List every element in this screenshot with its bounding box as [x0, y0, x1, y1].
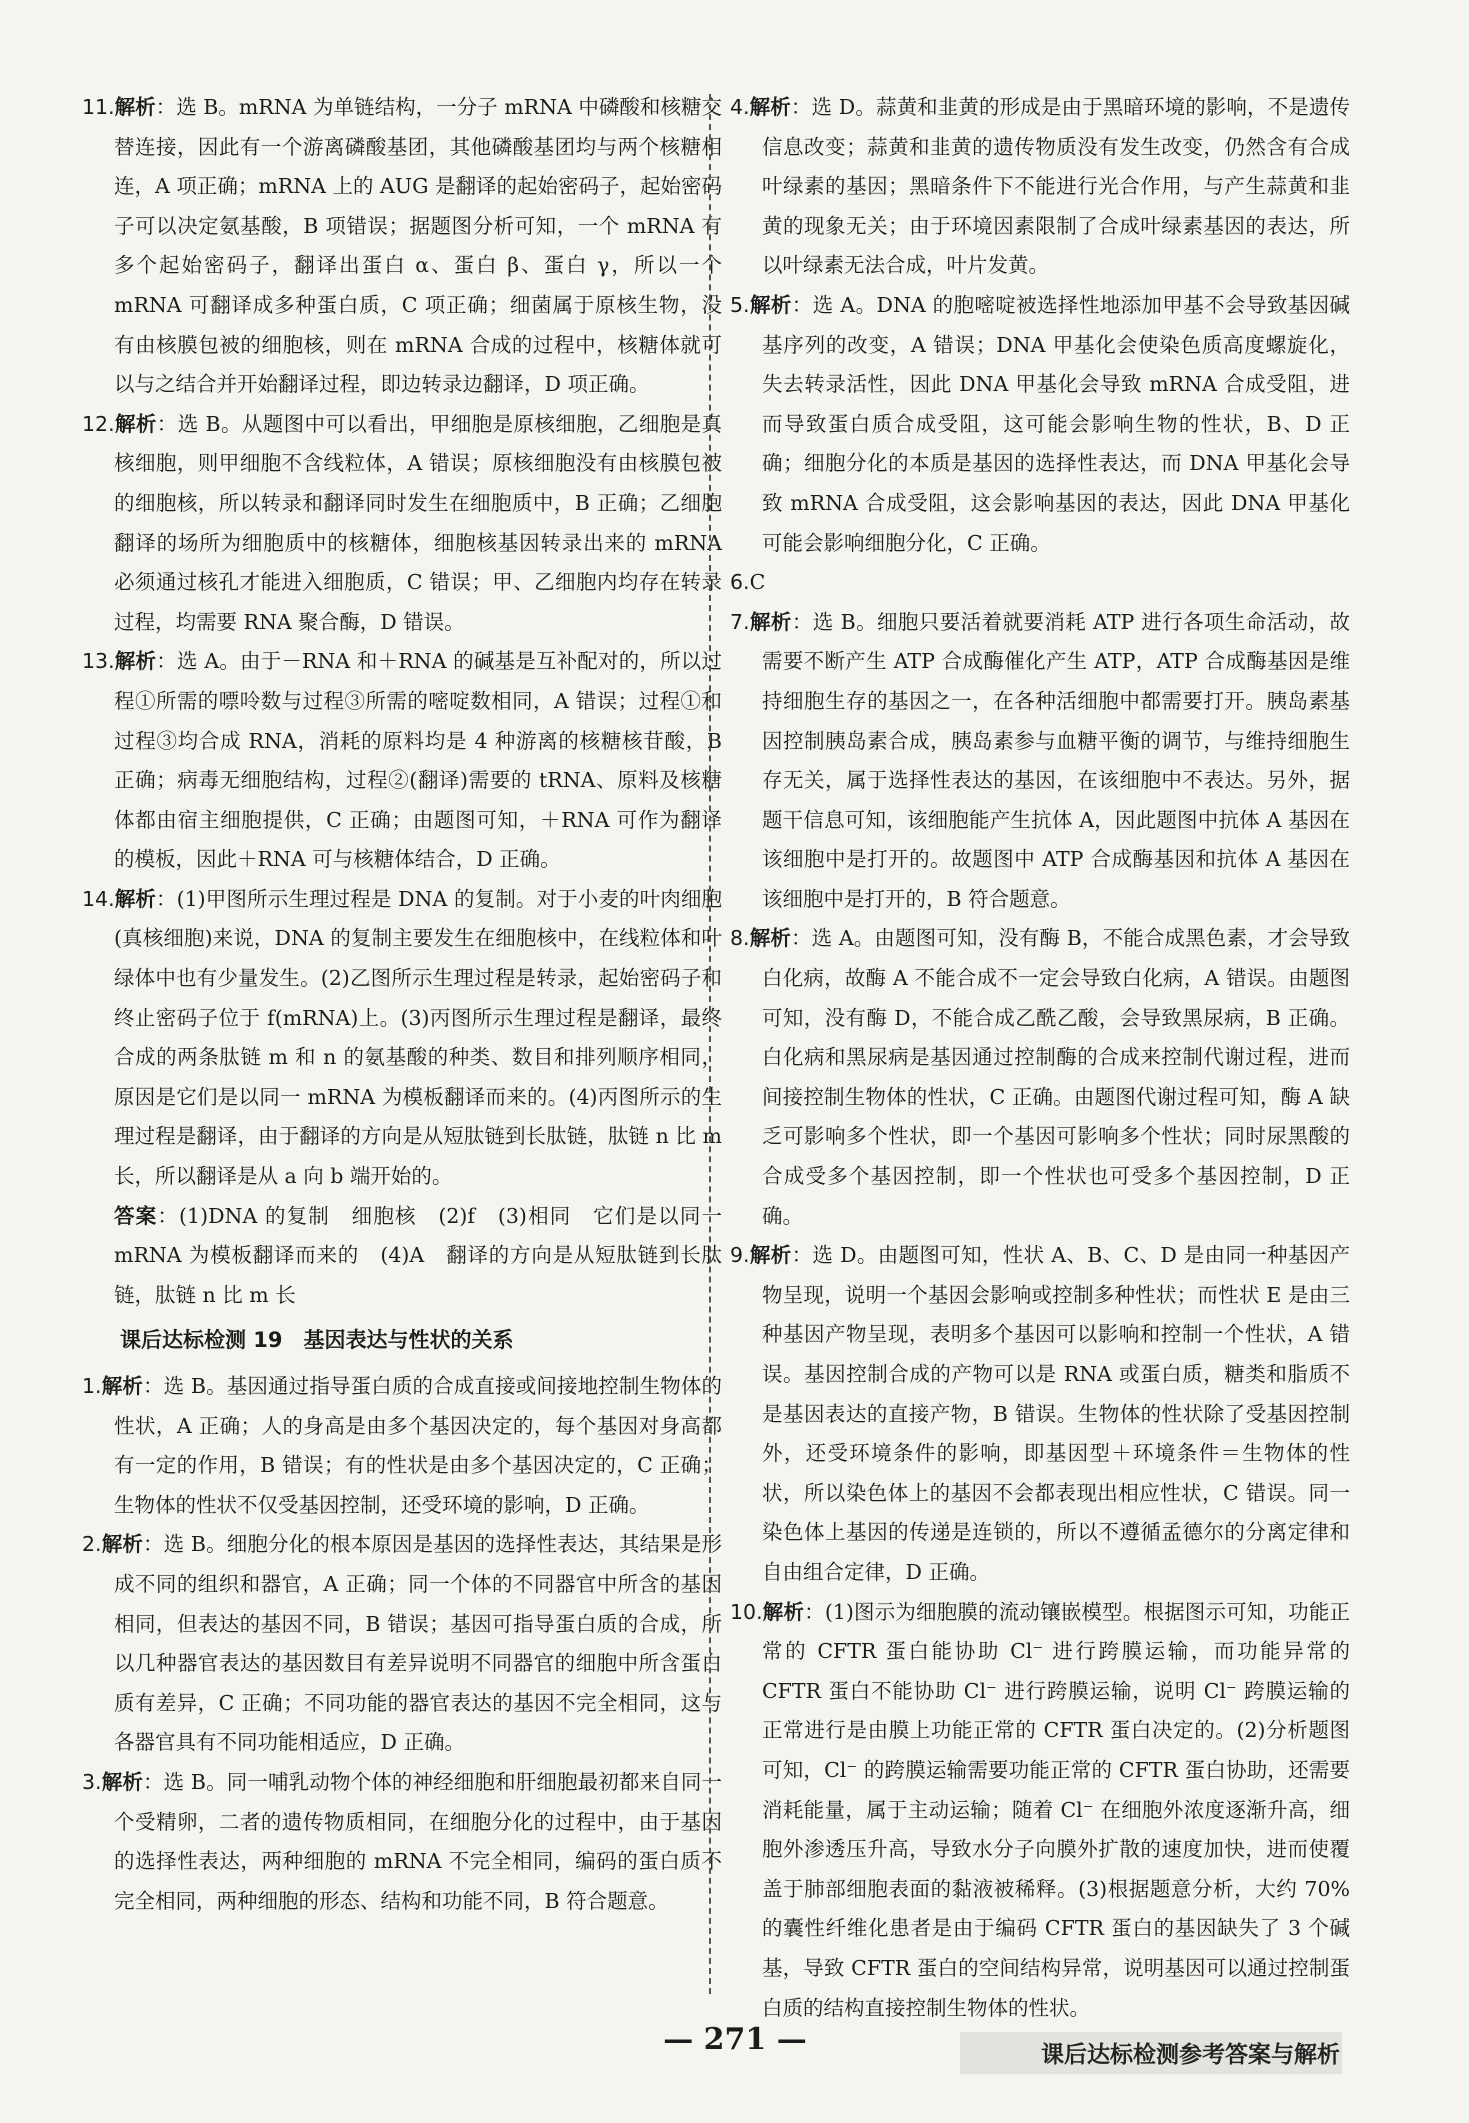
item-keyword: 解析 [114, 95, 156, 119]
item-keyword: 解析 [749, 609, 792, 634]
answer-item-4 [730, 88, 1350, 286]
item-keyword: 解析 [749, 292, 792, 317]
item-text: ：选 A。由于－RNA 和＋RNA 的碱基是互补配对的，所以过程①所需的嘌呤数与过程③所需的嘧啶数相同，A 错误；过程①和过程③均合成 RNA，消耗的原料均是 4 种游离的核糖核苷酸，B 正确；病毒无细胞结构，过程②(翻译)需要的 tRNA、原料及核糖体都由宿主细胞提供，C 正确；由题图可知，＋RNA 可作为翻译的模板，因此＋RNA 可与核糖体结合，D 正确。 [114, 649, 723, 872]
item-number: 9. [730, 1243, 750, 1268]
item-number: 11. [82, 95, 115, 119]
item-text: ：选 A。DNA 的胞嘧啶被选择性地添加甲基不会导致基因碱基序列的改变，A 错误；DNA 甲基化会使染色质高度螺旋化，失去转录活性，因此 DNA 甲基化会导致 mRNA 合成受阻，进而导致蛋白质合成受阻，这可能会影响生物的性状，B、D 正确；细胞分化的本质是基因的选择性表达，而 DNA 甲基化会导致 mRNA 合成受阻，这会影响基因的表达，因此 DNA 甲基化可能会影响细胞分化，C 正确。 [762, 292, 1350, 555]
item-number: 4. [730, 95, 750, 119]
item-text: ：选 D。蒜黄和韭黄的形成是由于黑暗环境的影响，不是遗传信息改变；蒜黄和韭黄的遗传物质没有发生改变，仍然含有合成叶绿素的基因；黑暗条件下不能进行光合作用，与产生蒜黄和韭黄的现象无关；由于环境因素限制了合成叶绿素基因的表达，所以叶绿素无法合成，叶片发黄。 [762, 95, 1351, 278]
right-column [730, 88, 1350, 2028]
item-text: ：选 B。同一哺乳动物个体的神经细胞和肝细胞最初都来自同一个受精卵，二者的遗传物质相同，在细胞分化的过程中，由于基因的选择性表达，两种细胞的 mRNA 不完全相同，编码的蛋白质不完全相同，两种细胞的形态、结构和功能不同，B 符合题意。 [114, 1769, 722, 1913]
item-number: 6. [730, 570, 750, 595]
item-number: 5. [730, 292, 750, 317]
answer-item-8 [730, 919, 1350, 1236]
answer-item-3 [82, 1763, 722, 1921]
item-number: 12. [82, 411, 115, 436]
section-title: 课后达标检测 19 基因表达与性状的关系 [120, 1328, 514, 1353]
item-number: 13. [82, 649, 115, 674]
answer-text: ：(1)DNA 的复制 细胞核 (2)f (3)相同 它们是以同一 mRNA 为模板翻译而来的 (4)A 翻译的方向是从短肽链到长肽链，肽链 n 比 m 长 [114, 1203, 722, 1307]
item-number: 2. [82, 1532, 102, 1557]
answer-14 [82, 1197, 722, 1316]
answer-item-13 [82, 642, 722, 880]
item-keyword: 解析 [749, 1243, 792, 1268]
item-number: 3. [82, 1769, 102, 1794]
item-text: ：选 B。mRNA 为单链结构，一分子 mRNA 中磷酸和核糖交替连接，因此有一个游离磷酸基团，其他磷酸基团均与两个核糖相连，A 项正确；mRNA 上的 AUG 是翻译的起始密码子，起始密码子可以决定氨基酸，B 项错误；据题图分析可知，一个 mRNA 有多个起始密码子，翻译出蛋白 α、蛋白 β、蛋白 γ，所以一个 mRNA 可翻译成多种蛋白质，C 项正确；细菌属于原核生物，没有由核膜包被的细胞核，则在 mRNA 合成的过程中，核糖体就可以与之结合并开始翻译过程，即边转录边翻译，D 项正确。 [114, 95, 722, 397]
item-keyword: 解析 [101, 1769, 143, 1794]
item-number: 7. [730, 609, 750, 634]
item-number: 10. [730, 1599, 763, 1624]
item-text: ：选 D。由题图可知，性状 A、B、C、D 是由同一种基因产物呈现，说明一个基因会影响或控制多种性状；而性状 E 是由三种基因产物呈现，表明多个基因可以影响和控制一个性状，A 错误。基因控制合成的产物可以是 RNA 或蛋白质，糖类和脂质不是基因表达的直接产物，B 错误。生物体的性状除了受基因控制外，还受环境条件的影响，即基因型＋环境条件＝生物体的性状，所以染色体上的基因不会都表现出相应性状，C 错误。同一染色体上基因的传递是连锁的，所以不遵循孟德尔的分离定律和自由组合定律，D 正确。 [762, 1243, 1350, 1584]
item-text: ：选 B。基因通过指导蛋白质的合成直接或间接地控制生物体的性状，A 正确；人的身高是由多个基因决定的，每个基因对身高都有一定的作用，B 错误；有的性状是由多个基因决定的，C 正确；生物体的性状不仅受基因控制，还受环境的影响，D 正确。 [114, 1374, 722, 1517]
item-keyword: 解析 [114, 649, 157, 674]
page-number: — 271 — [663, 2022, 807, 2057]
item-keyword: 解析 [762, 1599, 805, 1624]
answer-item-5 [730, 286, 1350, 563]
answer-item-6 [730, 563, 1350, 603]
answer-keyword: 答案 [114, 1203, 158, 1228]
item-text: ：选 B。细胞分化的根本原因是基因的选择性表达，其结果是形成不同的组织和器官，A 正确；同一个体的不同器官中所含的基因相同，但表达的基因不同，B 错误；基因可指导蛋白质的合成，所以几种器官表达的基因数目有差异说明不同器官的细胞中所含蛋白质有差异，C 正确；不同功能的器官表达的基因不完全相同，这与各器官具有不同功能相适应，D 正确。 [114, 1532, 722, 1755]
item-text: ：选 B。细胞只要活着就要消耗 ATP 进行各项生命活动，故需要不断产生 ATP 合成酶催化产生 ATP，ATP 合成酶基因是维持细胞生存的基因之一，在各种活细胞中都需要打开。胰岛素基因控制胰岛素合成，胰岛素参与血糖平衡的调节，与维持细胞生存无关，属于选择性表达的基因，在该细胞中不表达。另外，据题干信息可知，该细胞能产生抗体 A，因此题图中抗体 A 基因在该细胞中是打开的。故题图中 ATP 合成酶基因和抗体 A 基因在该细胞中是打开的，B 符合题意。 [762, 609, 1351, 911]
item-keyword: 解析 [114, 886, 156, 911]
item-number: 8. [730, 926, 750, 951]
item-text: ：(1)图示为细胞膜的流动镶嵌模型。根据图示可知，功能正常的 CFTR 蛋白能协助 Cl⁻ 进行跨膜运输，而功能异常的 CFTR 蛋白不能协助 Cl⁻ 进行跨膜运输，说明 Cl⁻ 跨膜运输的正常进行是由膜上功能正常的 CFTR 蛋白决定的。(2)分析题图可知，Cl⁻ 的跨膜运输需要功能正常的 CFTR 蛋白协助，还需要消耗能量，属于主动运输；随着 Cl⁻ 在细胞外浓度逐渐升高，细胞外渗透压升高，导致水分子向膜外扩散的速度加快，进而使覆盖于肺部细胞表面的黏液被稀释。(3)根据题意分析，大约 70% 的囊性纤维化患者是由于编码 CFTR 蛋白的基因缺失了 3 个碱基，导致 CFTR 蛋白的空间结构异常，说明基因可以通过控制蛋白质的结构直接控制生物体的性状。 [762, 1599, 1351, 2020]
answer-item-9 [730, 1236, 1350, 1592]
answer-item-11 [82, 88, 722, 405]
item-keyword: 解析 [749, 95, 791, 119]
answer-item-14 [82, 880, 722, 1197]
answer-item-1 [82, 1367, 722, 1525]
left-column [82, 88, 722, 1921]
item-keyword: 解析 [114, 411, 157, 436]
item-text: ：选 B。从题图中可以看出，甲细胞是原核细胞，乙细胞是真核细胞，则甲细胞不含线粒体，A 错误；原核细胞没有由核膜包被的细胞核，所以转录和翻译同时发生在细胞质中，B 正确；乙细胞翻译的场所为细胞质中的核糖体，细胞核基因转录出来的 mRNA 必须通过核孔才能进入细胞质，C 错误；甲、乙细胞内均存在转录过程，均需要 RNA 聚合酶，D 错误。 [114, 411, 722, 634]
footer-title: 课后达标检测参考答案与解析 [1041, 2042, 1340, 2068]
item-text: C [749, 570, 766, 595]
item-number: 14. [82, 886, 115, 911]
answer-item-10 [730, 1593, 1350, 2029]
item-number: 1. [82, 1374, 102, 1398]
item-text: ：(1)甲图所示生理过程是 DNA 的复制。对于小麦的叶肉细胞(真核细胞)来说，DNA 的复制主要发生在细胞核中，在线粒体和叶绿体中也有少量发生。(2)乙图所示生理过程是转录，起始密码子和终止密码子位于 f(mRNA)上。(3)丙图所示生理过程是翻译，最终合成的两条肽链 m 和 n 的氨基酸的种类、数目和排列顺序相同，原因是它们是以同一 mRNA 为模板翻译而来的。(4)丙图所示的生理过程是翻译，由于翻译的方向是从短肽链到长肽链，肽链 n 比 m 长，所以翻译是从 a 向 b 端开始的。 [114, 886, 722, 1189]
answer-item-7 [730, 603, 1350, 920]
item-text: ：选 A。由题图可知，没有酶 B，不能合成黑色素，才会导致白化病，故酶 A 不能合成不一定会导致白化病，A 错误。由题图可知，没有酶 D，不能合成乙酰乙酸，会导致黑尿病，B 正确。白化病和黑尿病是基因通过控制酶的合成来控制代谢过程，进而间接控制生物体的性状，C 正确。由题图代谢过程可知，酶 A 缺乏可影响多个性状，即一个基因可影响多个性状；同时尿黑酸的合成受多个基因控制，即一个性状也可受多个基因控制，D 正确。 [762, 926, 1350, 1228]
item-keyword: 解析 [749, 926, 791, 951]
column-divider [709, 94, 711, 1994]
answer-item-12 [82, 405, 722, 643]
item-keyword: 解析 [101, 1374, 143, 1398]
answer-item-2 [82, 1525, 722, 1763]
item-keyword: 解析 [101, 1532, 143, 1557]
